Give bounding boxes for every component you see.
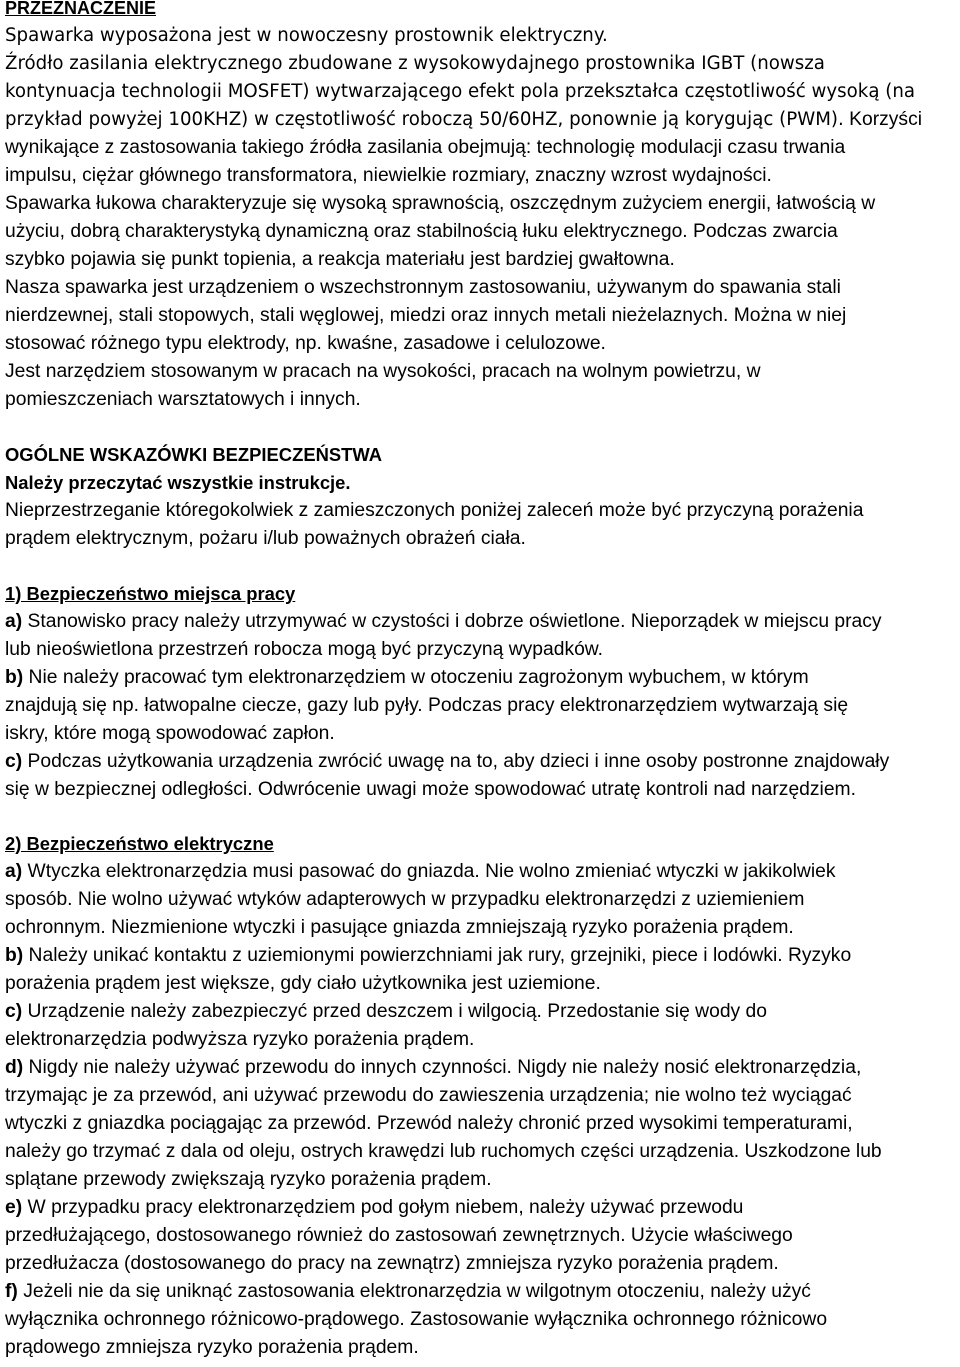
paragraph-line: przedłużacza (dostosowanego do pracy na zewnątrz) zmniejsza ryzyko porażenia prądem. xyxy=(5,1253,779,1274)
paragraph-line: splątane przewody zwiększają ryzyko porażenia prądem. xyxy=(5,1169,492,1190)
item-label: c) xyxy=(5,1001,23,1022)
item-label: d) xyxy=(5,1057,24,1078)
text-run: Należy unikać kontaktu z uziemionymi powierzchniami jak rury, grzejniki, piece i lodówki. Ryzyko xyxy=(23,945,852,966)
paragraph-line: pomieszczeniach warsztatowych i innych. xyxy=(5,389,361,410)
paragraph-line: wtyczki z gniazdka pociągając za przewód. Przewód należy chronić przed wysokimi temperaturami, xyxy=(5,1113,853,1134)
paragraph-line: Nasza spawarka jest urządzeniem o wszechstronnym zastosowaniu, używanym do spawania stali xyxy=(5,277,841,298)
paragraph-line xyxy=(5,998,957,1026)
paragraph-line: przedłużającego, dostosowanego również do zastosowań zewnętrznych. Użycie właściwego xyxy=(5,1225,793,1246)
text-run: Stanowisko pracy należy utrzymywać w czystości i dobrze oświetlone. Nieporządek w miejscu pracy xyxy=(22,611,882,632)
text-run: Podczas użytkowania urządzenia zwrócić uwagę na to, aby dzieci i inne osoby postronne znajdowały xyxy=(22,751,890,772)
paragraph-line: ochronnym. Niezmienione wtyczki i pasujące gniazda zmniejszają ryzyko porażenia prądem. xyxy=(5,917,794,938)
paragraph-line xyxy=(5,608,957,636)
paragraph-line: znajdują się np. łatwopalne ciecze, gazy lub pyły. Podczas pracy elektronarzędziem wytwarzają się xyxy=(5,695,849,716)
paragraph-line: Spawarka łukowa charakteryzuje się wysoką sprawnością, oszczędnym zużyciem energii, łatwością w xyxy=(5,193,876,214)
section-title: PRZEZNACZENIE xyxy=(5,0,157,18)
paragraph-line: wynikające z zastosowania takiego źródła zasilania obejmują: technologię modulacji czasu trwania xyxy=(5,137,846,158)
paragraph-line: szybko pojawia się punkt topienia, a reakcja materiału jest bardziej gwałtowna. xyxy=(5,249,675,270)
section-subtitle: Należy przeczytać wszystkie instrukcje. xyxy=(5,472,351,493)
paragraph-line: Nieprzestrzeganie któregokolwiek z zamieszczonych poniżej zaleceń może być przyczyną porażenia xyxy=(5,500,864,521)
paragraph-line xyxy=(5,664,957,692)
paragraph-line: Jest narzędziem stosowanym w pracach na wysokości, pracach na wolnym powietrzu, w xyxy=(5,361,761,382)
text-run: Podczas zwarcia xyxy=(687,221,838,242)
paragraph-line: porażenia prądem jest większe, gdy ciało użytkownika jest uziemione. xyxy=(5,973,601,994)
text-run: Korzyści xyxy=(843,109,922,130)
item-label: b) xyxy=(5,667,24,688)
section-purpose xyxy=(5,0,957,414)
item-label: c) xyxy=(5,751,23,772)
section-electrical-safety xyxy=(5,830,957,1362)
document-page xyxy=(5,0,957,1362)
paragraph-line: kontynuacja technologii MOSFET) wytwarzającego efekt pola przekształca częstotliwość wysoką (na xyxy=(5,81,916,102)
section-title: 2) Bezpieczeństwo elektryczne xyxy=(5,833,274,854)
paragraph-line xyxy=(5,1054,957,1082)
item-label: f) xyxy=(5,1281,18,1302)
paragraph-line: sposób. Nie wolno używać wtyków adapterowych w przypadku elektronarzędzi z uziemieniem xyxy=(5,889,805,910)
text-run: Wtyczka elektronarzędzia musi pasować do gniazda. Nie wolno zmieniać wtyczki w jakikolwiek xyxy=(22,861,836,882)
paragraph-line: iskry, które mogą spowodować zapłon. xyxy=(5,723,335,744)
item-label: a) xyxy=(5,861,23,882)
paragraph-line xyxy=(5,1194,957,1222)
text-run: Urządzenie należy zabezpieczyć przed deszczem i wilgocią. Przedostanie się wody do xyxy=(22,1001,767,1022)
paragraph-line xyxy=(5,942,957,970)
paragraph-line: Spawarka wyposażona jest w nowoczesny prostownik elektryczny. xyxy=(5,25,608,46)
paragraph-line xyxy=(5,218,957,246)
paragraph-line: impulsu, ciężar głównego transformatora, niewielkie rozmiary, znaczny wzrost wydajności. xyxy=(5,165,772,186)
paragraph-line: się w bezpiecznej odległości. Odwrócenie uwagi może spowodować utratę kontroli nad narzędziem. xyxy=(5,779,856,800)
item-label: e) xyxy=(5,1197,23,1218)
paragraph-line: prądem elektrycznym, pożaru i/lub poważnych obrażeń ciała. xyxy=(5,528,526,549)
text-run: przykład powyżej 100KHZ) w częstotliwość roboczą 50/60HZ, ponownie ją korygując (PWM). xyxy=(5,109,844,130)
paragraph-line: elektronarzędzia podwyższa ryzyko porażenia prądem. xyxy=(5,1029,475,1050)
paragraph-line xyxy=(5,748,957,776)
paragraph-line: wyłącznika ochronnego różnicowo-prądowego. Zastosowanie wyłącznika ochronnego różnicowo xyxy=(5,1309,828,1330)
item-label: b) xyxy=(5,945,24,966)
text-run: Nie należy pracować tym elektronarzędziem w otoczeniu zagrożonym wybuchem, w którym xyxy=(23,667,809,688)
section-title: OGÓLNE WSKAZÓWKI BEZPIECZEŃSTWA xyxy=(5,444,382,465)
paragraph-line: trzymając je za przewód, ani używać przewodu do zawieszenia urządzenia; nie wolno też wyciągać xyxy=(5,1085,852,1106)
paragraph-line: lub nieoświetlona przestrzeń robocza mogą być przyczyną wypadków. xyxy=(5,639,604,660)
spacer xyxy=(5,414,957,441)
paragraph-line: prądowego zmniejsza ryzyko porażenia prądem. xyxy=(5,1337,419,1358)
section-title: 1) Bezpieczeństwo miejsca pracy xyxy=(5,583,296,604)
paragraph-line xyxy=(5,1278,957,1306)
paragraph-line xyxy=(5,106,957,134)
paragraph-line: należy go trzymać z dala od oleju, ostrych krawędzi lub ruchomych części urządzenia. Uszkodzone lub xyxy=(5,1141,882,1162)
item-label: a) xyxy=(5,611,23,632)
text-run: Jeżeli nie da się uniknąć zastosowania elektronarzędzia w wilgotnym otoczeniu, należy użyć xyxy=(17,1281,811,1302)
section-workplace-safety xyxy=(5,580,957,804)
paragraph-line xyxy=(5,858,957,886)
paragraph-line: Źródło zasilania elektrycznego zbudowane z wysokowydajnego prostownika IGBT (nowsza xyxy=(5,53,825,74)
paragraph-line: nierdzewnej, stali stopowych, stali węglowej, miedzi oraz innych metali nieżelaznych. Można w niej xyxy=(5,305,847,326)
spacer xyxy=(5,553,957,580)
spacer xyxy=(5,804,957,830)
paragraph-line: stosować różnego typu elektrody, np. kwaśne, zasadowe i celulozowe. xyxy=(5,333,606,354)
text-run: użyciu, dobrą charakterystyką dynamiczną oraz stabilnością łuku elektrycznego. xyxy=(5,221,688,242)
text-run: Nigdy nie należy używać przewodu do innych czynności. Nigdy nie należy nosić elektronarzędzia, xyxy=(23,1057,862,1078)
section-general-safety xyxy=(5,441,957,553)
text-run: W przypadku pracy elektronarzędziem pod gołym niebem, należy używać przewodu xyxy=(22,1197,744,1218)
